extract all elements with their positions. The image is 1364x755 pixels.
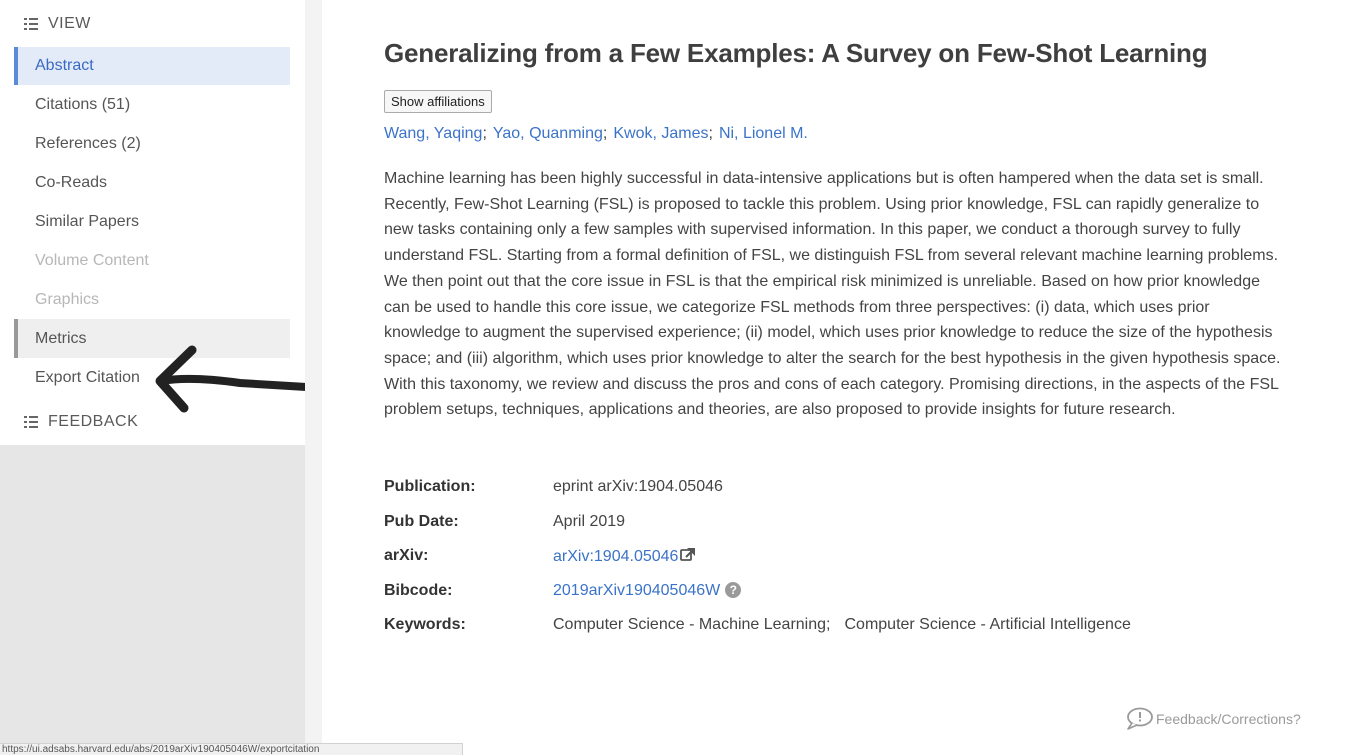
view-heading[interactable] <box>24 15 91 33</box>
keyword: Computer Science - Artificial Intelligence <box>844 616 1131 633</box>
sidebar-item-references[interactable]: References (2) <box>35 135 141 152</box>
list-icon <box>24 416 38 428</box>
annotation-arrow-icon <box>150 344 330 414</box>
abstract-text: Machine learning has been highly successful in data-intensive applications but is often hampered when the data set is small. Recently, Few-Shot Learning (FSL) is proposed to tackle this problem. Using prior knowledge, FSL can rapidly generalize to new tasks containing only a few samples with supervised information. In this paper, we conduct a thorough survey to fully understand FSL. Starting from a formal definition of FSL, we distinguish FSL from several relevant machine learning problems. We then point out that the core issue in FSL is that the empirical risk minimized is unreliable. Based on how prior knowledge can be used to handle this core issue, we categorize FSL methods from three perspectives: (i) data, which uses prior knowledge to augment the supervised experience; (ii) model, which uses prior knowledge to reduce the size of the hypothesis space; and (iii) algorithm, which uses prior knowledge to alter the search for the best hypothesis in the given hypothesis space. With this taxonomy, we review and discuss the pros and cons of each category. Promising directions, in the aspects of the FSL problem setups, techniques, applications and theories, are also proposed to provide insights for future research. <box>384 170 1281 419</box>
author-link[interactable]: Ni, Lionel M. <box>718 125 808 142</box>
arxiv-link[interactable]: arXiv:1904.05046 <box>553 548 679 565</box>
list-icon <box>24 18 38 30</box>
feedback-heading-label: FEEDBACK <box>48 413 139 430</box>
question-circle-icon[interactable]: ? <box>725 582 741 598</box>
comment-icon <box>1125 707 1153 731</box>
feedback-heading[interactable] <box>24 413 138 431</box>
author-separator: ; <box>482 125 487 142</box>
keyword: Computer Science - Machine Learning; <box>553 616 831 633</box>
sidebar-item-volume-content: Volume Content <box>35 252 149 269</box>
pubdate-label: Pub Date: <box>384 512 459 530</box>
author-separator: ; <box>708 125 713 142</box>
sidebar-gutter <box>305 0 322 755</box>
sidebar-item-citations[interactable]: Citations (51) <box>35 96 131 113</box>
author-link[interactable]: Kwok, James <box>613 125 709 142</box>
author-list <box>384 125 808 143</box>
sidebar-item-metrics[interactable]: Metrics <box>14 319 290 358</box>
keywords-label: Keywords: <box>384 616 466 633</box>
author-link[interactable]: Yao, Quanming <box>492 125 603 142</box>
feedback-corrections-label: Feedback/Corrections? <box>1156 711 1301 727</box>
sidebar-item-co-reads[interactable]: Co-Reads <box>35 174 108 191</box>
author-separator: ; <box>602 125 608 142</box>
arxiv-value <box>553 547 696 566</box>
bibcode-label: Bibcode: <box>384 581 453 599</box>
keywords-value <box>553 616 1131 634</box>
author-link[interactable]: Wang, Yaqing <box>384 125 483 142</box>
status-bar-url: https://ui.adsabs.harvard.edu/abs/2019arXiv190405046W/exportcitation <box>0 743 463 755</box>
sidebar-item-similar-papers[interactable]: Similar Papers <box>35 213 140 230</box>
feedback-corrections-link[interactable] <box>1125 707 1301 731</box>
sidebar-item-graphics: Graphics <box>35 291 100 308</box>
external-link-icon[interactable] <box>680 547 696 562</box>
publication-value: eprint arXiv:1904.05046 <box>553 478 723 495</box>
sidebar-item-export-citation[interactable]: Export Citation <box>35 369 140 386</box>
bibcode-value <box>553 582 741 600</box>
sidebar-item-abstract[interactable]: Abstract <box>14 47 290 85</box>
arxiv-label: arXiv: <box>384 547 429 564</box>
publication-label: Publication: <box>384 478 476 495</box>
page-title: Generalizing from a Few Examples: A Survey on Few-Shot Learning <box>384 38 1208 68</box>
show-affiliations-button[interactable]: Show affiliations <box>384 90 492 113</box>
pubdate-value: April 2019 <box>553 512 626 530</box>
bibcode-link[interactable]: 2019arXiv190405046W <box>553 581 721 599</box>
main-content <box>322 0 1364 755</box>
view-heading-label: VIEW <box>48 15 91 32</box>
